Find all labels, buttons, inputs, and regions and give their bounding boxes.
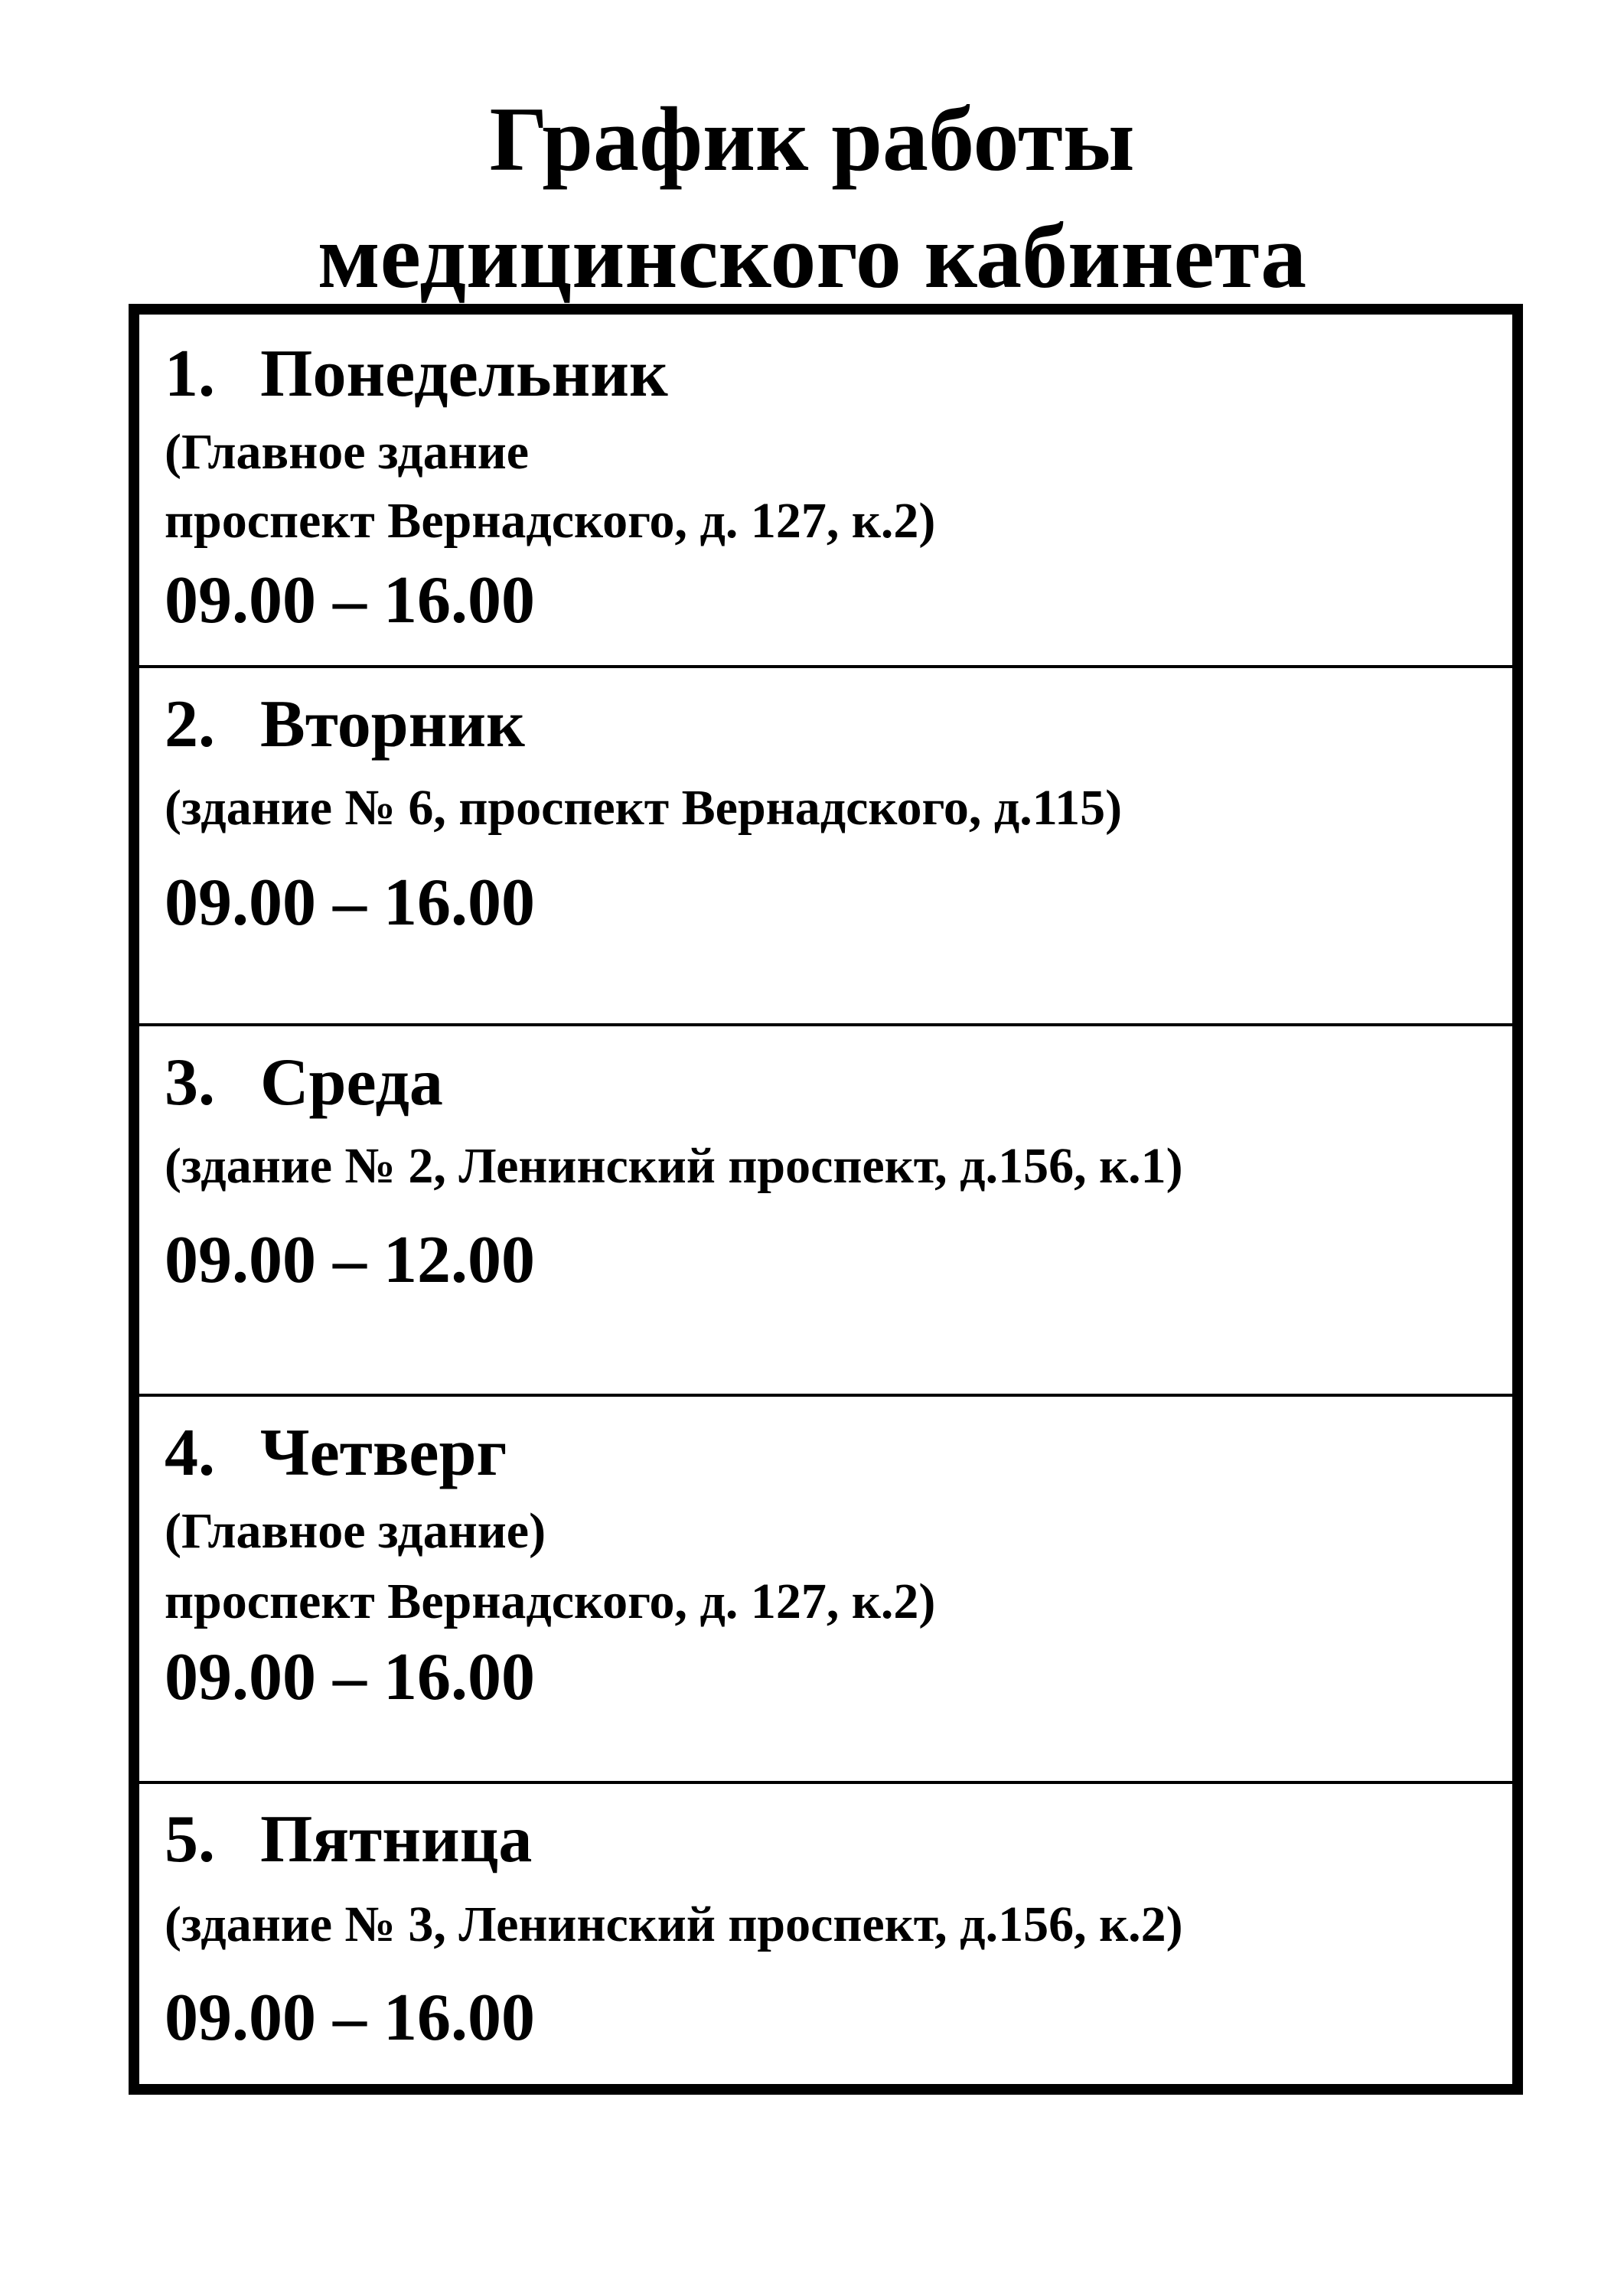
address-line: (Главное здание)	[165, 1503, 546, 1559]
address-line: проспект Вернадского, д. 127, к.2)	[165, 493, 936, 549]
schedule-row-wednesday	[139, 1026, 1512, 1394]
working-hours: 09.00 – 16.00	[165, 866, 535, 940]
day-number: 5.	[165, 1802, 215, 1877]
address-line: (здание № 2, Ленинский проспект, д.156, к.1)	[165, 1138, 1183, 1194]
day-name: Четверг	[260, 1416, 507, 1490]
address-line: проспект Вернадского, д. 127, к.2)	[165, 1574, 936, 1629]
day-heading	[165, 337, 668, 411]
day-heading	[165, 1045, 443, 1120]
day-number: 2.	[165, 687, 215, 762]
working-hours: 09.00 – 16.00	[165, 1640, 535, 1714]
day-name: Среда	[260, 1045, 443, 1120]
schedule-row-friday	[139, 1784, 1512, 2095]
schedule-row-thursday	[139, 1397, 1512, 1784]
schedule-table	[129, 304, 1523, 2095]
working-hours: 09.00 – 16.00	[165, 1981, 535, 2055]
page-title-line-2: медицинского кабинета	[317, 205, 1307, 307]
schedule-row-monday	[139, 315, 1512, 667]
working-hours: 09.00 – 12.00	[165, 1223, 535, 1297]
working-hours: 09.00 – 16.00	[165, 563, 535, 638]
page-title-line-1: График работы	[489, 88, 1135, 190]
day-heading	[165, 687, 525, 762]
day-name: Пятница	[260, 1802, 533, 1877]
day-name: Понедельник	[260, 337, 668, 411]
schedule-row-tuesday	[139, 668, 1512, 1023]
day-heading	[165, 1802, 533, 1877]
address-line: (здание № 6, проспект Вернадского, д.115)	[165, 780, 1123, 836]
address-line: (Главное здание	[165, 424, 530, 480]
day-number: 1.	[165, 337, 215, 411]
day-name: Вторник	[260, 687, 525, 762]
address-line: (здание № 3, Ленинский проспект, д.156, к.2)	[165, 1896, 1183, 1952]
day-number: 4.	[165, 1416, 215, 1490]
day-number: 3.	[165, 1045, 215, 1120]
day-heading	[165, 1416, 507, 1490]
